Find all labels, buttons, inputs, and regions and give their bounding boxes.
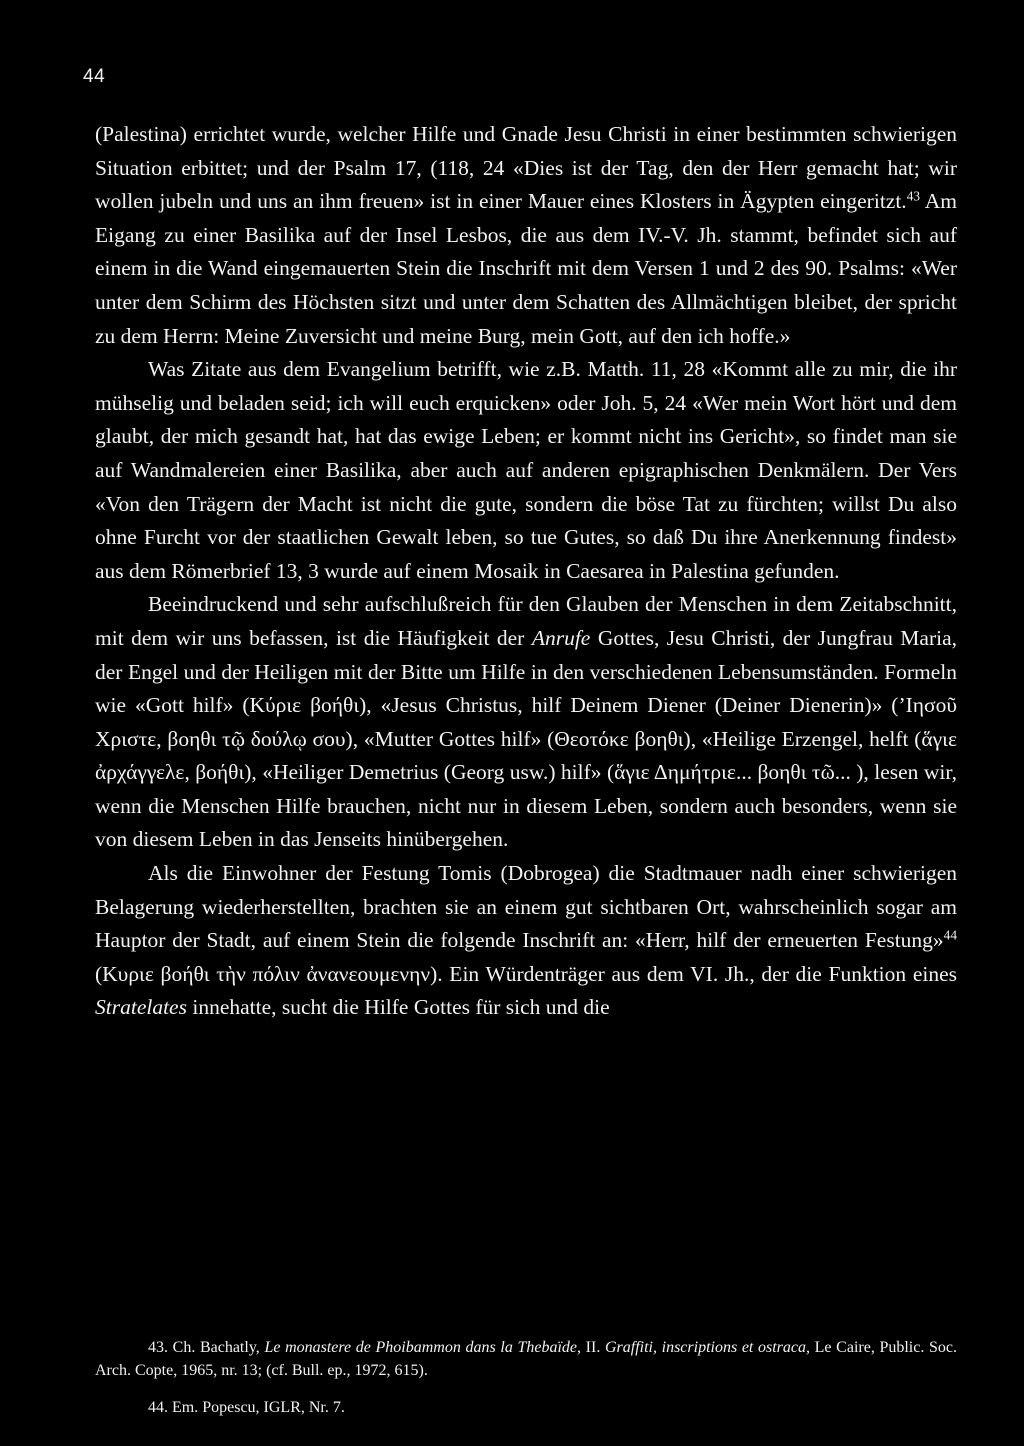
footnote-44: 44. Em. Popescu, IGLR, Nr. 7. xyxy=(148,1399,345,1416)
footnote-43-text-c: Le Caire, Public. Soc. Arch. Copte, 1965, nr. 13; (cf. Bull. ep., 1972, 615). xyxy=(95,1339,958,1379)
paragraph-4-text-c: innehatte, sucht die Hilfe Gottes für sich und die xyxy=(186,995,610,1020)
paragraph-2: Was Zitate aus dem Evangelium betrifft, wie z.B. Matth. 11, 28 «Kommt alle zu mir, die ihr mühselig und beladen seid; ich will euch erquicken» oder Joh. 5, 24 «Wer mein Wort hört und dem glaubt, der mich gesandt hat, hat das ewige Leben; er kommt nicht ins Gericht», so findet man sie auf Wandmalereien einer Basilika, aber auch auf anderen epigraphischen Denkmälern. Der Vers «Von den Trägern der Macht ist nicht die gute, sondern die böse Tat zu fürchten; willst Du also ohne Furcht vor der staatlichen Gewalt leben, so tue Gutes, so daß Du ihre Anerkennung findest» aus dem Römerbrief 13, 3 wurde auf einem Mosaik in Caesarea in Palestina gefunden. xyxy=(95,357,957,583)
paragraph-3 xyxy=(95,588,957,857)
paragraph-1 xyxy=(95,118,957,353)
footnote-43-italic-1: Le monastere de Phoibammon dans la Thebaïde xyxy=(264,1339,578,1356)
paragraph-3-text-a: Beeindruckend und sehr aufschlußreich für den Glauben der Menschen in dem Zeitabschnitt, mit dem wir uns befassen, ist die Häufigkeit der xyxy=(95,592,957,650)
footnotes xyxy=(95,1336,957,1419)
paragraph-3-text-b: Gottes, Jesu Christi, der Jungfrau Maria, der Engel und der Heiligen mit der Bitte um Hilfe in den verschiedenen Lebensumständen. Formeln wie «Gott hilf» (Κύριε βοήθι), «Jesus Christus, hilf Deinem Diener (Deiner Dienerin)» (’Ιησοῦ Χριστε, βοηθι τῷ δούλῳ σου), «Mutter Gottes hilf» (Θεοτόκε βοηθι), «Heilige Erzengel, helft (ἅγιε ἀρχάγγελε, βοήθι), «Heiliger Demetrius (Georg usw.) hilf» (ἅγιε Δημήτριε... βοηθι τῶ... ), lesen wir, wenn die Menschen Hilfe brauchen, nicht nur in diesem Leben, sondern auch besonders, wenn sie von diesem Leben in das Jenseits hinübergehen. xyxy=(95,625,957,852)
footnote-43-text-b: , II. xyxy=(577,1339,605,1356)
paragraph-4-text-b: (Κυριε βοήθι τὴν πόλιν ἀνανεουμενην). Ein Würdenträger aus dem VI. Jh., der die Funktion eines xyxy=(95,961,957,986)
footnote-43-italic-2: Graffiti, inscriptions et ostraca, xyxy=(604,1339,811,1356)
page-number: 44 xyxy=(83,66,106,87)
main-text xyxy=(95,118,957,1025)
footnote-ref-44: 44 xyxy=(943,927,957,943)
paragraph-4-text-a: Als die Einwohner der Festung Tomis (Dobrogea) die Stadtmauer nadh einer schwierigen Belagerung wiederherstellten, brachten sie an einem gut sichtbaren Ort, wahrscheinlich sogar am Hauptor der Stadt, auf einem Stein die folgende Inschrift an: «Herr, hilf der erneuerten Festung» xyxy=(95,861,957,953)
paragraph-1-text-a: (Palestina) errichtet wurde, welcher Hilfe und Gnade Jesu Christi in einer bestimmten schwierigen Situation erbittet; und der Psalm 17, (118, 24 «Dies ist der Tag, den der Herr gemacht hat; wir wollen jubeln und uns an ihm freuen» ist in einer Mauer eines Klosters in Ägypten eingeritzt. xyxy=(95,122,957,214)
footnote-ref-43: 43 xyxy=(906,188,921,204)
paragraph-3-italic: Anrufe xyxy=(531,625,591,650)
paragraph-4 xyxy=(95,857,957,1025)
footnote-43-text-a: 43. Ch. Bachatly, xyxy=(148,1339,265,1356)
paragraph-1-text-b: Am Eigang zu einer Basilika auf der Insel Lesbos, die aus dem IV.-V. Jh. stammt, befindet sich auf einem in die Wand eingemauerten Stein die Inschrift mit dem Versen 1 und 2 des 90. Psalms: «Wer unter dem Schirm des Höchsten sitzt und unter dem Schatten des Allmächtigen bleibet, der spricht zu dem Herrn: Meine Zuversicht und meine Burg, mein Gott, auf den ich hoffe.» xyxy=(95,189,957,348)
footnote-43 xyxy=(95,1336,957,1382)
paragraph-4-italic: Stratelates xyxy=(95,995,187,1020)
